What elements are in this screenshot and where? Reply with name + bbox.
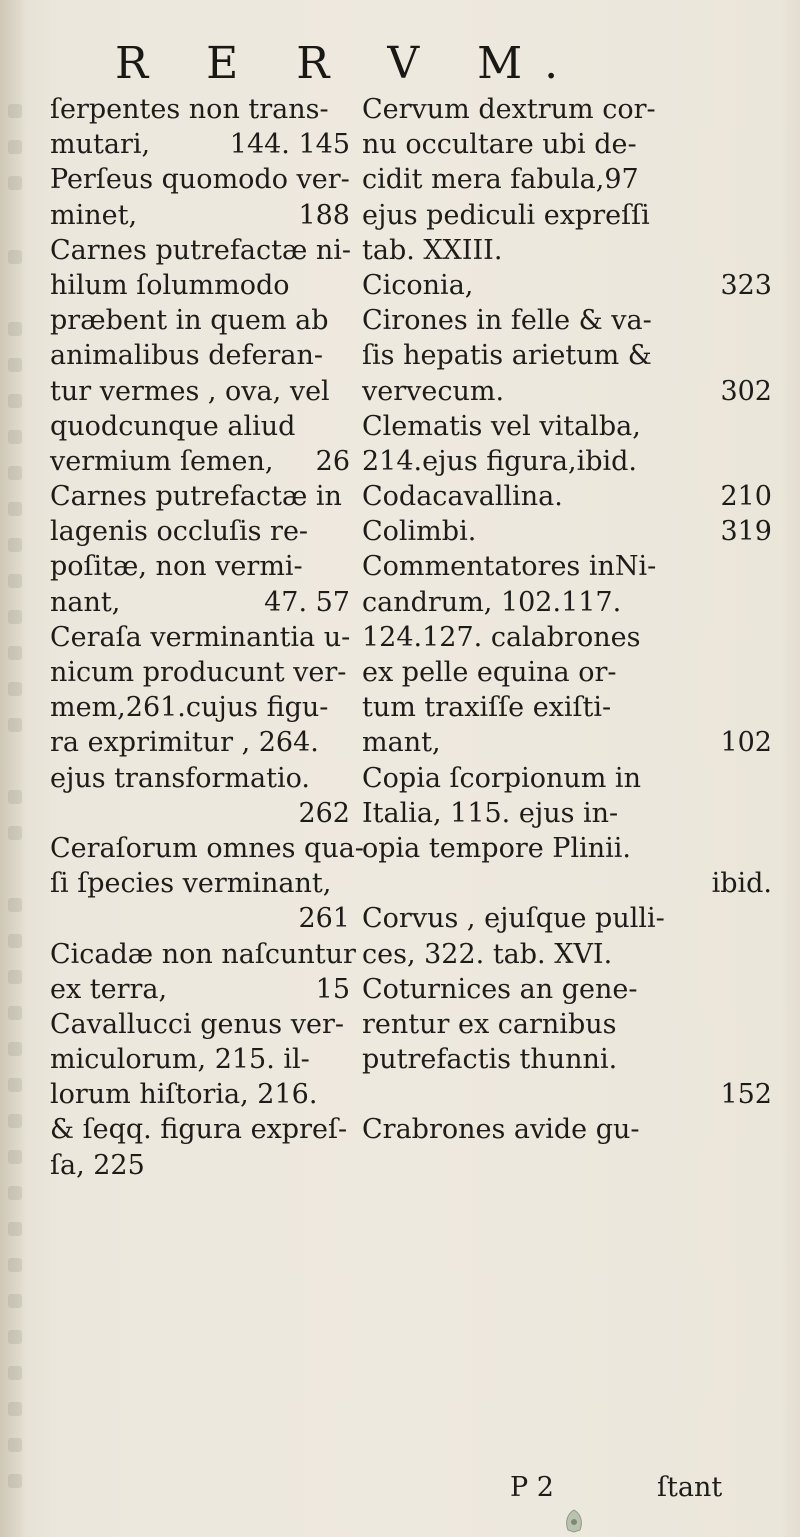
index-entry-line bbox=[362, 1007, 772, 1042]
entry-text: mant, bbox=[362, 727, 441, 759]
index-entry-line bbox=[50, 761, 350, 796]
index-entry-line bbox=[50, 549, 350, 584]
entry-text: tab. XXIII. bbox=[362, 234, 503, 266]
index-entry-line bbox=[362, 937, 772, 972]
page-reference: 261 bbox=[298, 903, 350, 935]
library-stamp-icon bbox=[562, 1508, 586, 1534]
page-reference: 210 bbox=[720, 481, 772, 513]
index-entry-line bbox=[362, 479, 772, 514]
entry-text: Carnes putrefactæ in bbox=[50, 481, 342, 513]
margin-mark bbox=[8, 1294, 22, 1308]
entry-text: præbent in quem ab bbox=[50, 305, 329, 337]
entry-text: 124.127. calabrones bbox=[362, 621, 641, 653]
entry-text: Commentatores inNi- bbox=[362, 551, 657, 583]
index-entry-line bbox=[362, 233, 772, 268]
entry-text: Cicadæ non naſcuntur bbox=[50, 938, 356, 970]
margin-mark bbox=[8, 1078, 22, 1092]
margin-mark bbox=[8, 466, 22, 480]
entry-text: ejus transformatio. bbox=[50, 762, 310, 794]
index-entry-line bbox=[362, 655, 772, 690]
margin-mark bbox=[8, 538, 22, 552]
index-entry-line bbox=[362, 866, 772, 901]
signature-mark: P 2 bbox=[510, 1472, 554, 1503]
entry-text: Carnes putrefactæ ni- bbox=[50, 234, 352, 266]
margin-mark bbox=[8, 610, 22, 624]
index-entry-line bbox=[50, 690, 350, 725]
page-reference: 262 bbox=[298, 797, 350, 829]
margin-mark bbox=[8, 430, 22, 444]
index-entry-line bbox=[50, 374, 350, 409]
entry-text: Coturnices an gene- bbox=[362, 973, 638, 1005]
index-entry-line bbox=[362, 725, 772, 760]
index-entry-line bbox=[50, 409, 350, 444]
entry-text: nu occultare ubi de- bbox=[362, 129, 637, 161]
index-entry-line bbox=[50, 972, 350, 1007]
index-entry-line bbox=[362, 409, 772, 444]
margin-mark bbox=[8, 1114, 22, 1128]
entry-text: poſitæ, non vermi- bbox=[50, 551, 303, 583]
entry-text: Clematis vel vitalba, bbox=[362, 410, 641, 442]
margin-mark bbox=[8, 646, 22, 660]
page-reference: 319 bbox=[720, 516, 772, 548]
page-reference: 152 bbox=[720, 1079, 772, 1111]
left-index-column bbox=[50, 92, 364, 1183]
entry-text: Copia ſcorpionum in bbox=[362, 762, 641, 794]
index-entry-line bbox=[362, 268, 772, 303]
index-entry-line bbox=[362, 901, 772, 936]
page-reference: 102 bbox=[720, 727, 772, 759]
margin-mark bbox=[8, 970, 22, 984]
margin-mark bbox=[8, 1006, 22, 1020]
index-entry-line bbox=[50, 162, 350, 197]
page-reference: ibid. bbox=[711, 868, 772, 900]
index-entry-line bbox=[362, 338, 772, 373]
entry-text: ejus pediculi expreſſi bbox=[362, 199, 650, 231]
entry-text: nant, bbox=[50, 586, 121, 618]
margin-mark bbox=[8, 1258, 22, 1272]
entry-text: miculorum, 215. il- bbox=[50, 1044, 310, 1076]
margin-mark bbox=[8, 1438, 22, 1452]
catchword: ſtant bbox=[657, 1472, 723, 1503]
margin-mark bbox=[8, 1222, 22, 1236]
index-entry-line bbox=[50, 198, 350, 233]
index-entry-line bbox=[50, 233, 350, 268]
entry-text: ra exprimitur , 264. bbox=[50, 727, 319, 759]
entry-text: candrum, 102.117. bbox=[362, 586, 622, 618]
index-entry-line bbox=[50, 268, 350, 303]
index-entry-line bbox=[362, 831, 772, 866]
entry-text: tur vermes , ova, vel bbox=[50, 375, 330, 407]
index-entry-line bbox=[50, 725, 350, 760]
margin-mark bbox=[8, 682, 22, 696]
entry-text: vervecum. bbox=[362, 375, 505, 407]
page-reference: 302 bbox=[720, 375, 772, 407]
index-entry-line bbox=[50, 901, 350, 936]
index-entry-line bbox=[50, 514, 350, 549]
index-entry-line bbox=[50, 796, 350, 831]
index-entry-line bbox=[50, 127, 350, 162]
entry-text: 214.ejus figura,ibid. bbox=[362, 445, 637, 477]
margin-mark bbox=[8, 176, 22, 190]
entry-text: animalibus deferan- bbox=[50, 340, 323, 372]
entry-text: Italia, 115. ejus in- bbox=[362, 797, 619, 829]
margin-mark bbox=[8, 104, 22, 118]
entry-text: Ceraſorum omnes qua- bbox=[50, 832, 364, 864]
entry-text: lagenis occluſis re- bbox=[50, 516, 309, 548]
index-entry-line bbox=[50, 444, 350, 479]
index-entry-line bbox=[50, 303, 350, 338]
index-entry-line bbox=[50, 1042, 350, 1077]
margin-mark bbox=[8, 140, 22, 154]
page-reference: 144. 145 bbox=[229, 129, 350, 161]
index-entry-line bbox=[362, 514, 772, 549]
margin-mark bbox=[8, 826, 22, 840]
page-reference: 323 bbox=[720, 269, 772, 301]
index-entry-line bbox=[362, 374, 772, 409]
index-entry-line bbox=[362, 444, 772, 479]
margin-mark bbox=[8, 1042, 22, 1056]
margin-mark bbox=[8, 574, 22, 588]
entry-text: ſis hepatis arietum & bbox=[362, 340, 652, 372]
index-entry-line bbox=[50, 831, 364, 866]
index-entry-line bbox=[362, 620, 772, 655]
index-entry-line bbox=[362, 761, 772, 796]
entry-text: rentur ex carnibus bbox=[362, 1008, 617, 1040]
entry-text: Cirones in felle & va- bbox=[362, 305, 652, 337]
index-entry-line bbox=[50, 338, 350, 373]
index-entry-line bbox=[50, 1148, 350, 1183]
entry-text: lorum hiſtoria, 216. bbox=[50, 1079, 318, 1111]
index-entry-line bbox=[362, 1077, 772, 1112]
entry-text: minet, bbox=[50, 199, 138, 231]
entry-text: mem,261.cujus figu- bbox=[50, 692, 329, 724]
entry-text: Cavallucci genus ver- bbox=[50, 1008, 344, 1040]
margin-mark bbox=[8, 934, 22, 948]
entry-text: Perſeus quomodo ver- bbox=[50, 164, 350, 196]
index-entry-line bbox=[362, 303, 772, 338]
index-entry-line bbox=[362, 972, 772, 1007]
margin-mark bbox=[8, 1366, 22, 1380]
entry-text: ſi ſpecies verminant, bbox=[50, 868, 332, 900]
entry-text: putrefactis thunni. bbox=[362, 1044, 618, 1076]
entry-text: Codacavallina. bbox=[362, 481, 563, 513]
index-entry-line bbox=[50, 479, 350, 514]
entry-text: ſerpentes non trans- bbox=[50, 94, 329, 125]
index-entry-line bbox=[362, 549, 772, 584]
margin-mark bbox=[8, 1330, 22, 1344]
margin-mark bbox=[8, 1474, 22, 1488]
page-reference: 26 bbox=[315, 445, 350, 477]
page-reference: 47. 57 bbox=[264, 586, 350, 618]
entry-text: tum traxiſſe exiſti- bbox=[362, 692, 612, 724]
margin-mark bbox=[8, 322, 22, 336]
entry-text: ex terra, bbox=[50, 973, 168, 1005]
entry-text: ex pelle equina or- bbox=[362, 657, 617, 688]
entry-text: Ceraſa verminantia u- bbox=[50, 621, 351, 653]
entry-text: nicum producunt ver- bbox=[50, 657, 347, 688]
index-entry-line bbox=[50, 1112, 350, 1147]
entry-text: Colimbi. bbox=[362, 516, 477, 548]
margin-mark bbox=[8, 358, 22, 372]
index-entry-line bbox=[362, 92, 772, 127]
entry-text: ces, 322. tab. XVI. bbox=[362, 938, 613, 970]
index-entry-line bbox=[362, 1042, 772, 1077]
index-entry-line bbox=[362, 127, 772, 162]
entry-text: Crabrones avide gu- bbox=[362, 1114, 640, 1146]
entry-text: Cervum dextrum cor- bbox=[362, 94, 656, 125]
margin-mark bbox=[8, 1186, 22, 1200]
margin-mark bbox=[8, 250, 22, 264]
entry-text: cidit mera fabula,97 bbox=[362, 164, 639, 196]
index-entry-line bbox=[50, 1007, 350, 1042]
margin-mark bbox=[8, 1402, 22, 1416]
margin-mark bbox=[8, 718, 22, 732]
index-entry-line bbox=[50, 92, 350, 127]
margin-mark bbox=[8, 502, 22, 516]
entry-text: opia tempore Plinii. bbox=[362, 832, 631, 864]
index-entry-line bbox=[50, 866, 350, 901]
index-entry-line bbox=[362, 198, 772, 233]
entry-text: vermium ſemen, bbox=[50, 445, 274, 477]
margin-mark bbox=[8, 1150, 22, 1164]
entry-text: quodcunque aliud bbox=[50, 410, 296, 442]
index-entry-line bbox=[362, 1112, 772, 1147]
index-entry-line bbox=[50, 1077, 350, 1112]
entry-text: ſa, 225 bbox=[50, 1149, 145, 1181]
index-entry-line bbox=[362, 690, 772, 725]
page-reference: 15 bbox=[315, 973, 350, 1005]
entry-text: & ſeqq. figura expreſ- bbox=[50, 1114, 348, 1146]
right-index-column bbox=[362, 92, 772, 1148]
index-entry-line bbox=[50, 620, 350, 655]
index-entry-line bbox=[362, 796, 772, 831]
entry-text: mutari, bbox=[50, 129, 151, 161]
index-entry-line bbox=[362, 585, 772, 620]
index-entry-line bbox=[50, 655, 350, 690]
index-entry-line bbox=[362, 162, 772, 197]
running-header: R E R V M. bbox=[115, 38, 581, 89]
index-entry-line bbox=[50, 585, 350, 620]
entry-text: Corvus , ejuſque pulli- bbox=[362, 903, 665, 935]
margin-mark bbox=[8, 898, 22, 912]
index-entry-line bbox=[50, 937, 356, 972]
entry-text: hilum ſolummodo bbox=[50, 269, 290, 301]
margin-mark bbox=[8, 790, 22, 804]
margin-mark bbox=[8, 394, 22, 408]
page-reference: 188 bbox=[298, 199, 350, 231]
entry-text: Ciconia, bbox=[362, 269, 474, 301]
